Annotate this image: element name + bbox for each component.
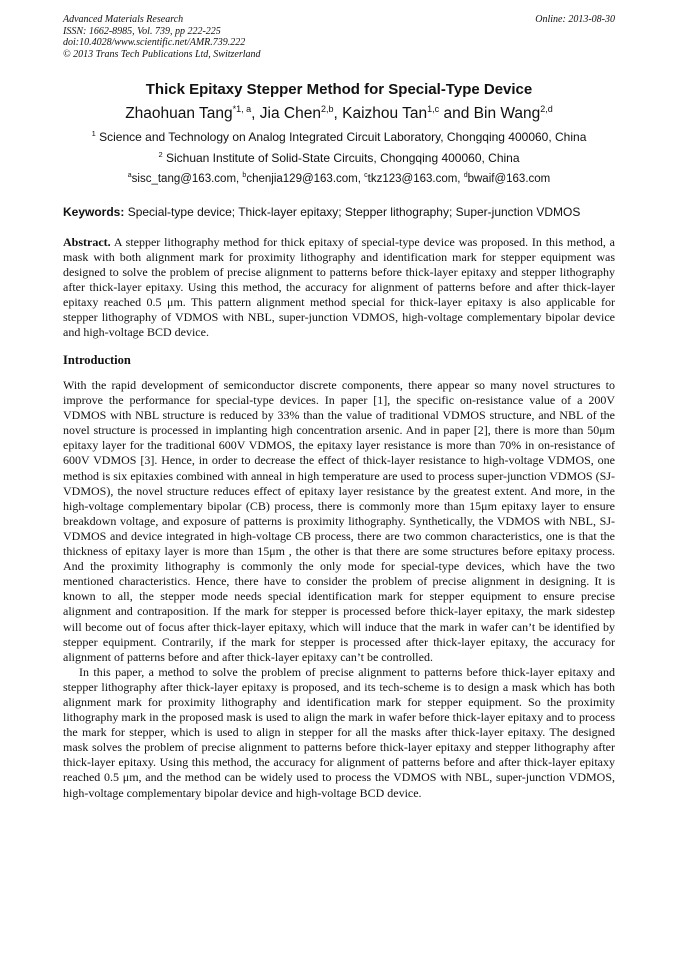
author-affil-mark: 2,b <box>320 103 334 114</box>
email-mark: a <box>127 172 132 180</box>
abstract-label: Abstract. <box>63 235 111 249</box>
keywords-text: Special-type device; Thick-layer epitaxy; Stepper lithography; Super-junction VDMOS <box>127 205 581 219</box>
keywords <box>63 205 615 220</box>
issn: ISSN: 1662-8985, Vol. 739, pp 222-225 <box>63 25 221 37</box>
author-name: Zhaohuan Tang <box>125 105 233 122</box>
journal-header <box>63 14 615 60</box>
affiliation-2 <box>63 151 615 166</box>
online-date: Online: 2013-08-30 <box>535 14 615 25</box>
email-text: tkz123@163.com, <box>367 173 464 185</box>
section-heading-introduction: Introduction <box>63 353 131 367</box>
affiliation-mark: 1 <box>91 129 96 138</box>
email-text: chenjia129@163.com, <box>246 173 365 185</box>
email-mark: c <box>364 172 368 180</box>
journal-name: Advanced Materials Research <box>63 14 184 25</box>
affiliation-1 <box>63 130 615 145</box>
author-affil-mark: 2,d <box>540 103 553 114</box>
affiliation-mark: 2 <box>158 150 163 159</box>
author-affil-mark: 1,c <box>427 103 440 114</box>
email-text: sisc_tang@163.com, <box>131 173 243 185</box>
author-name: Bin Wang <box>473 105 541 122</box>
abstract <box>63 235 615 340</box>
author-separator: , <box>251 105 260 122</box>
author-separator: , <box>333 105 343 122</box>
author-separator: and <box>439 105 474 122</box>
abstract-text: A stepper lithography method for thick epitaxy of special-type device was proposed. In this method, a mask with both alignment mark for proximity lithography and identification mark for stepper equipment was designed to solve the problem of precise alignment to patterns before thick-layer epitaxy and stepper lithography after thick-layer epitaxy. Using this method, the accuracy for alignment of patterns before and after thick-layer epitaxy reached 0.5 μm. This pattern alignment method special for thick-layer epitaxy is also applicable for stepper lithography of VDMOS with NBL, super-junction VDMOS, high-voltage complementary bipolar device and high-voltage BCD device. <box>63 235 616 339</box>
doi: doi:10.4028/www.scientific.net/AMR.739.222 <box>63 37 246 48</box>
email-mark: d <box>463 172 468 180</box>
affiliation-text: Sichuan Institute of Solid-State Circuits, Chongqing 400060, China <box>165 151 520 165</box>
affiliation-text: Science and Technology on Analog Integrated Circuit Laboratory, Chongqing 400060, China <box>99 130 587 144</box>
email-text: bwaif@163.com <box>467 173 551 185</box>
paper-title: Thick Epitaxy Stepper Method for Special-Type Device <box>145 81 533 98</box>
intro-paragraph-1: With the rapid development of semiconductor discrete components, there appear so many novel structures to improve the performance for special-type devices. In paper [1], the specific on-resistance value of a 200V VDMOS with NBL structure is reduced by 33% than the value of traditional VDMOS structure, and NBL of the novel structure is processed in implanting high concentration arsenic. And in paper [2], there is more than 50μm epitaxy layer for the traditional 600V VDMOS, the epitaxy layer resistance is more than 70% in on-resistance of 600V VDMOS [3]. Hence, in order to decrease the effect of thick-layer resistance to high-voltage VDMOS, one method is six epitaxies combined with anneal in high temperature are used to process super-junction VDMOS (SJ-VDMOS), the novel structure reduces effect of epitaxy layer resistance by the greatest extent. And more, in the high-voltage complementary bipolar (CB) process, there is commonly more than 15μm epitaxy layer to ensure breakdown voltage, and exposure of patterns is proximity lithography. Synthetically, the VDMOS with NBL, SJ-VDMOS and device integrated in high-voltage CB process, there are two common characteristics, one is that the thickness of epitaxy layer is more than 15μm , the other is that there are some structures before epitaxy process. And the proximity lithography is commonly the only mode for special-type devices, which have the two mentioned characteristics. Hence, there have to consider the problem of precise alignment in designing. It is known to all, the stepper mode needs special identification mark for stepper equipment to ensure precise alignment and contraposition. If the mark for stepper is processed before thick-layer epitaxy, the mark sidestep will become out of focus after thick-layer epitaxy, which will induce that the mark in wafer can’t be identified by stepper equipment. Contrarily, if the mark for stepper is processed after thick-layer epitaxy, the accuracy for alignment of patterns before and after thick-layer epitaxy can’t be controlled. <box>63 378 615 664</box>
author-name: Kaizhou Tan <box>342 105 428 122</box>
intro-paragraph-2: In this paper, a method to solve the problem of precise alignment to patterns before thick-layer epitaxy and stepper lithography after thick-layer epitaxy is proposed, and its tech-scheme is to design a mask which has both alignment mark for proximity lithography and identification mark for stepper equipment. So the proximity lithography mark in the proposed mask is used to align the mark in wafer before thick-layer epitaxy and to process the mark for stepper, which is used to align in stepper for all the masks after thick-layer epitaxy. The designed mask solves the problem of precise alignment to patterns before thick-layer epitaxy and stepper lithography after thick-layer epitaxy. Using this method, the accuracy for alignment of patterns before and after thick-layer epitaxy reached 0.5 μm, and the method can be widely used to process the VDMOS with NBL, super-junction VDMOS, high-voltage complementary bipolar device and high-voltage BCD device. <box>63 664 615 800</box>
author-list <box>63 104 615 124</box>
author-name: Jia Chen <box>259 105 321 122</box>
email-mark: b <box>242 172 247 180</box>
author-affil-mark: *1, a <box>232 103 252 114</box>
keywords-label: Keywords: <box>63 205 125 219</box>
author-emails <box>63 172 615 187</box>
copyright: © 2013 Trans Tech Publications Ltd, Switzerland <box>63 48 261 60</box>
